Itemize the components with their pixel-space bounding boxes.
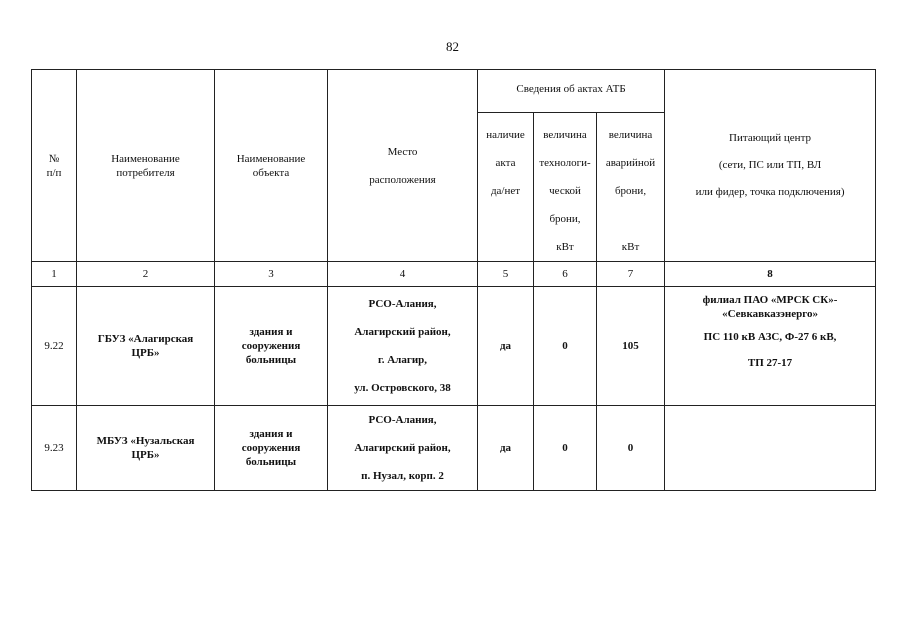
header-location: Место расположения: [328, 70, 478, 262]
header-power-center: Питающий центр (сети, ПС или ТП, ВЛ или фидер, точка подключения): [665, 70, 876, 262]
column-number: 8: [665, 262, 876, 287]
power-center: филиал ПАО «МРСК СК»- «Севкавказэнерго» ПС 110 кВ АЗС, Ф-27 6 кВ, ТП 27-17: [665, 287, 876, 406]
object-name: здания и сооружения больницы: [215, 406, 328, 491]
power-center: [665, 406, 876, 491]
emergency-reserve: 0: [597, 406, 665, 491]
table-row: [32, 287, 876, 406]
row-number: 9.23: [32, 406, 77, 491]
row-number: 9.22: [32, 287, 77, 406]
header-act-presence: наличие акта да/нет: [478, 113, 534, 262]
consumer-table: [31, 69, 876, 491]
column-number: 1: [32, 262, 77, 287]
column-number: 5: [478, 262, 534, 287]
column-number: 6: [534, 262, 597, 287]
column-number: 4: [328, 262, 478, 287]
column-number: 7: [597, 262, 665, 287]
consumer-name: ГБУЗ «Алагирская ЦРБ»: [77, 287, 215, 406]
location: РСО-Алания, Алагирский район, п. Нузал, корп. 2: [328, 406, 478, 491]
column-number: 3: [215, 262, 328, 287]
page-number: 82: [446, 39, 459, 54]
header-tech-reserve: величина технологи- ческой брони, кВт: [534, 113, 597, 262]
emergency-reserve: 105: [597, 287, 665, 406]
header-num: № п/п: [32, 70, 77, 262]
object-name: здания и сооружения больницы: [215, 287, 328, 406]
header-consumer: Наименование потребителя: [77, 70, 215, 262]
tech-reserve: 0: [534, 406, 597, 491]
tech-reserve: 0: [534, 287, 597, 406]
consumer-name: МБУЗ «Нузальская ЦРБ»: [77, 406, 215, 491]
location: РСО-Алания, Алагирский район, г. Алагир, ул. Островского, 38: [328, 287, 478, 406]
header-object: Наименование объекта: [215, 70, 328, 262]
act-presence: да: [478, 287, 534, 406]
header-emergency-reserve: величина аварийной брони, кВт: [597, 113, 665, 262]
table-row: [32, 406, 876, 491]
act-presence: да: [478, 406, 534, 491]
column-number-row: [32, 262, 876, 287]
header-acts-group: Сведения об актах АТБ: [478, 70, 665, 113]
column-number: 2: [77, 262, 215, 287]
